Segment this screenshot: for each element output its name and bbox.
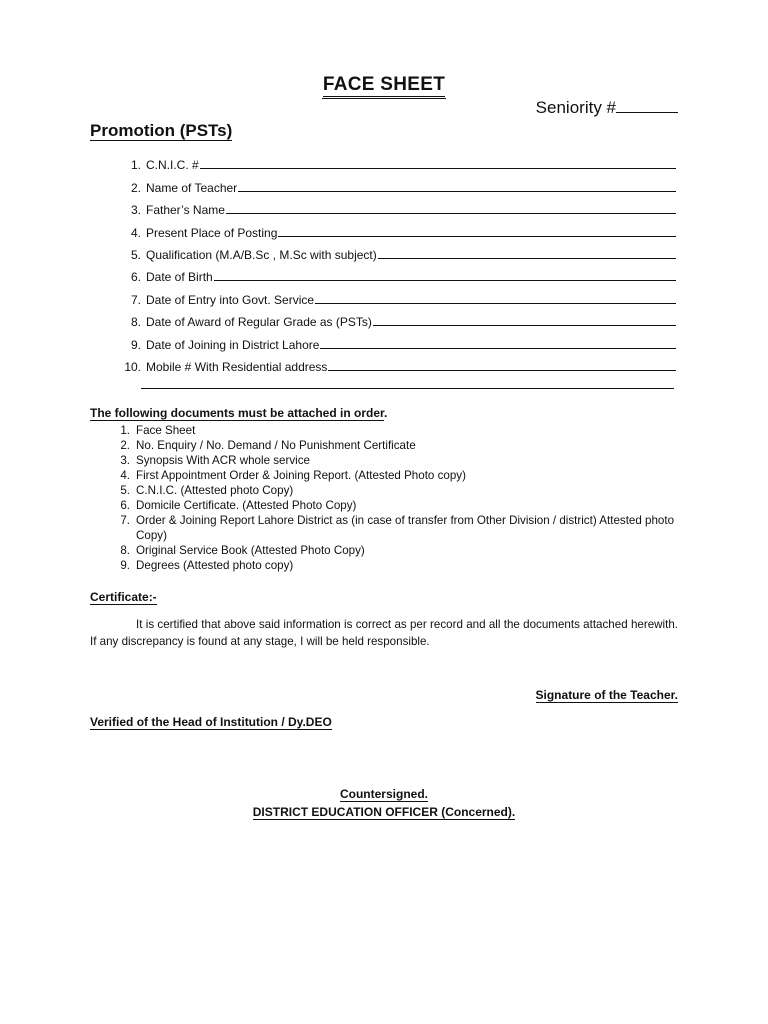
- field-number: 3.: [130, 203, 141, 218]
- seniority-blank: [616, 98, 678, 113]
- list-item: 7. Order & Joining Report Lahore District as (in case of transfer from Other Division / district) Attested photo Copy): [120, 514, 675, 542]
- form-field-entry-date: [116, 284, 676, 306]
- field-label: C.N.I.C. #: [146, 158, 199, 173]
- form-field-father-name: [116, 195, 676, 217]
- certificate-text: It is certified that above said information is correct as per record and all the documents attached herewith. If any discrepancy is found at any stage, I will be held responsible.: [90, 618, 678, 648]
- field-number: 2.: [130, 180, 141, 195]
- field-list: [116, 150, 676, 374]
- list-item: 3. Synopsis With ACR whole service: [120, 454, 310, 467]
- form-field-joining-date: [116, 329, 676, 351]
- field-blank-line: [278, 235, 676, 237]
- seniority-field: [536, 98, 678, 118]
- field-number: 9.: [130, 337, 141, 352]
- certificate-heading: Certificate:-: [90, 590, 157, 604]
- form-subtitle: Promotion (PSTs): [90, 121, 233, 140]
- form-field-cnic: [116, 150, 676, 172]
- form-field-dob: [116, 262, 676, 284]
- field-blank-line: [226, 212, 676, 214]
- seniority-label: Seniority #: [535, 98, 616, 117]
- form-field-qualification: [116, 240, 676, 262]
- field-label: Father’s Name: [146, 203, 225, 218]
- field-label: Mobile # With Residential address: [146, 359, 328, 374]
- list-item: 4. First Appointment Order & Joining Report. (Attested Photo copy): [120, 469, 466, 482]
- field-label: Present Place of Posting: [146, 225, 278, 240]
- title-double-underline: [322, 98, 446, 99]
- form-field-mobile-address: [116, 352, 676, 374]
- documents-heading: The following documents must be attached in order.: [90, 406, 388, 420]
- teacher-signature-label: Signature of the Teacher.: [535, 688, 678, 702]
- field-blank-line: [238, 190, 676, 192]
- deo-label: DISTRICT EDUCATION OFFICER (Concerned).: [252, 805, 516, 819]
- field-blank-line: [214, 279, 676, 281]
- countersigned-label: Countersigned.: [339, 787, 428, 801]
- list-item: 9. Degrees (Attested photo copy): [120, 559, 294, 572]
- list-item: 6. Domicile Certificate. (Attested Photo Copy): [120, 499, 357, 512]
- field-blank-line: [373, 324, 676, 326]
- field-label: Date of Joining in District Lahore: [146, 337, 320, 352]
- form-field-grade-date: [116, 307, 676, 329]
- field-label: Date of Birth: [146, 270, 213, 285]
- field-blank-line: [328, 369, 676, 371]
- field-label: Date of Award of Regular Grade as (PSTs): [146, 315, 372, 330]
- field-number: 5.: [130, 247, 141, 262]
- field-number: 10.: [124, 359, 141, 374]
- form-field-name: [116, 172, 676, 194]
- field-blank-line: [315, 302, 676, 304]
- verification-label: Verified of the Head of Institution / Dy.DEO: [90, 715, 332, 729]
- field-blank-line: [200, 167, 676, 169]
- list-item: 8. Original Service Book (Attested Photo Copy): [120, 544, 365, 557]
- list-item: 5. C.N.I.C. (Attested photo Copy): [120, 484, 294, 497]
- field-label: Name of Teacher: [146, 180, 238, 195]
- field-number: 7.: [130, 292, 141, 307]
- list-item: 2. No. Enquiry / No. Demand / No Punishment Certificate: [120, 439, 416, 452]
- field-number: 1.: [130, 158, 141, 173]
- field-number: 4.: [130, 225, 141, 240]
- field-label: Date of Entry into Govt. Service: [146, 292, 315, 307]
- field-label: Qualification (M.A/B.Sc , M.Sc with subject): [146, 247, 377, 262]
- page-title: FACE SHEET: [322, 74, 446, 95]
- field-number: 8.: [130, 315, 141, 330]
- field-blank-line: [378, 257, 676, 259]
- field-blank-line: [320, 347, 676, 349]
- address-continuation-line: [141, 388, 674, 389]
- documents-list: [108, 423, 688, 573]
- form-field-posting: [116, 217, 676, 239]
- field-number: 6.: [130, 270, 141, 285]
- list-item: 1. Face Sheet: [120, 424, 196, 437]
